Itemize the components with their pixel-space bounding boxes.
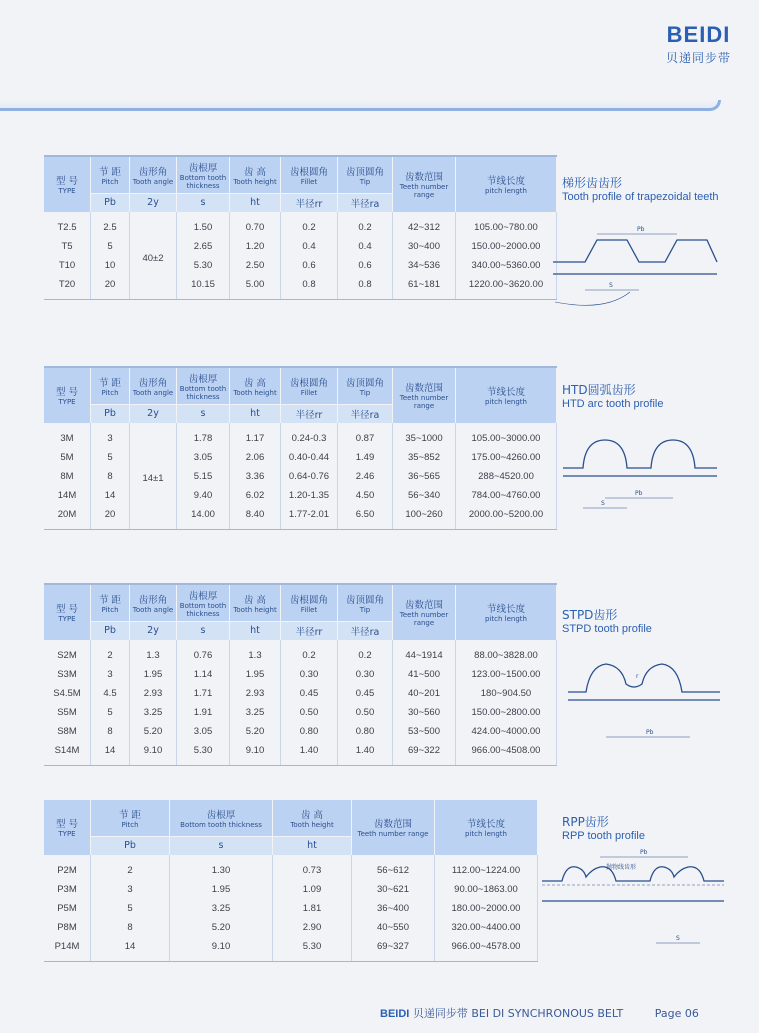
col-type: 型 号 TYPE [44,800,91,855]
col-teeth: 齿数范围 Teeth number range [393,368,456,423]
table-cell: 9.40 [177,486,230,505]
col-fillet: 齿根圆角 Fillet [281,585,338,621]
trapezoidal-diagram [545,212,725,312]
table-row [44,212,557,237]
table-cell: 2 [91,855,170,880]
table-cell: 966.00~4578.00 [435,937,538,961]
table-cell: 3.05 [177,722,230,741]
table-cell: 20 [91,505,130,529]
table-cell: 2.06 [230,448,281,467]
table-cell: 8 [91,467,130,486]
table-cell: S8M [44,722,91,741]
sub-pb: Pb [91,193,130,212]
table-cell: 5 [91,237,130,256]
footer-brand: BEIDI [380,1008,410,1020]
profile-rpp-en: RPP tooth profile [562,830,645,842]
table-cell: 0.45 [281,684,338,703]
table-cell: 180.00~2000.00 [435,899,538,918]
table-cell: 3 [91,665,130,684]
rpp-label-s: S [676,935,680,942]
table-row [44,237,557,256]
table-cell: S3M [44,665,91,684]
table-cell: 0.6 [281,256,338,275]
profile-stpd-en: STPD tooth profile [562,623,652,635]
table-cell: 3M [44,423,91,448]
table-row [44,423,557,448]
table-cell: 0.24-0.3 [281,423,338,448]
footer-page: Page 06 [654,1007,699,1020]
col-type: 型 号 TYPE [44,157,91,212]
table-cell: 20 [91,275,130,299]
table-cell: 0.87 [338,423,393,448]
table-cell: 0.50 [281,703,338,722]
table-cell: 5.30 [177,256,230,275]
table-cell: 14 [91,741,130,765]
table-cell: 0.2 [281,212,338,237]
table-cell: 0.73 [273,855,352,880]
table-cell: 2000.00~5200.00 [456,505,557,529]
table-cell: P5M [44,899,91,918]
table-cell: 40~550 [352,918,435,937]
page-footer [380,1005,699,1021]
sub-ra: 半径ra [338,193,393,212]
table-cell: 1.95 [130,665,177,684]
table-cell: 30~560 [393,703,456,722]
table-cell: 1.40 [281,741,338,765]
col-tip: 齿顶圆角 Tip [338,368,393,404]
table-cell: 14 [91,486,130,505]
table-cell: 30~621 [352,880,435,899]
table-cell: 288~4520.00 [456,467,557,486]
table-cell: 105.00~3000.00 [456,423,557,448]
table-cell: 1.91 [177,703,230,722]
table-cell: 5M [44,448,91,467]
table-cell: 1.20 [230,237,281,256]
table-cell: 2.90 [273,918,352,937]
table-cell: 966.00~4508.00 [456,741,557,765]
table-cell: 40~201 [393,684,456,703]
table-cell: 0.80 [338,722,393,741]
table-row [44,486,557,505]
sub-ra: 半径ra [338,404,393,423]
table-cell: 35~1000 [393,423,456,448]
col-thickness: 齿根厚 Bottom tooth thickness [177,157,230,193]
table-cell: 1.81 [273,899,352,918]
table-row [44,467,557,486]
table-cell: 5.20 [170,918,273,937]
table-cell: 0.80 [281,722,338,741]
table-cell: 53~500 [393,722,456,741]
table-cell: 90.00~1863.00 [435,880,538,899]
table-cell: 5.20 [230,722,281,741]
table-cell: 1.30 [170,855,273,880]
sub-ht: ht [230,621,281,640]
col-teeth: 齿数范围 Teeth number range [393,157,456,212]
table-cell: 1.14 [177,665,230,684]
table-cell: 41~500 [393,665,456,684]
table-cell: 3.25 [130,703,177,722]
sub-2y: 2y [130,193,177,212]
table-cell: 35~852 [393,448,456,467]
table-cell: 2.5 [91,212,130,237]
table-row [44,937,538,961]
stpd-label-pb: Pb [646,729,654,736]
table-cell: 1.95 [230,665,281,684]
table-htd [44,368,557,529]
col-height: 齿 高 Tooth height [230,157,281,193]
table-cell: 180~904.50 [456,684,557,703]
table-cell: 14 [91,937,170,961]
table-row [44,899,538,918]
table-cell: T5 [44,237,91,256]
table-cell: 0.2 [338,640,393,665]
table-cell: 2.93 [230,684,281,703]
table-cell: 340.00~5360.00 [456,256,557,275]
table-row [44,918,538,937]
col-type: 型 号 TYPE [44,585,91,640]
table-row [44,640,557,665]
profile-htd-en: HTD arc tooth profile [562,398,664,410]
table-cell: 42~312 [393,212,456,237]
htd-diagram [555,420,725,520]
table-cell: 88.00~3828.00 [456,640,557,665]
stpd-diagram [560,642,725,742]
table-cell: 34~536 [393,256,456,275]
table-htd-wrap [44,366,557,530]
table-cell: 5.15 [177,467,230,486]
table-cell: P3M [44,880,91,899]
table-trapezoidal-wrap [44,155,557,300]
table-row [44,256,557,275]
table-cell: 150.00~2000.00 [456,237,557,256]
table-cell: 56~612 [352,855,435,880]
col-fillet: 齿根圆角 Fillet [281,368,338,404]
table-cell: 9.10 [230,741,281,765]
table-cell: S5M [44,703,91,722]
table-cell: 2 [91,640,130,665]
table-cell: 0.45 [338,684,393,703]
table-row [44,855,538,880]
col-type: 型 号 TYPE [44,368,91,423]
footer-text: 贝递同步带 BEI DI SYNCHRONOUS BELT [412,1007,624,1020]
sub-s: s [177,621,230,640]
rpp-diagram [538,845,728,955]
table-cell: 3.25 [230,703,281,722]
sub-2y: 2y [130,404,177,423]
table-cell: 9.10 [170,937,273,961]
table-cell: S2M [44,640,91,665]
table-cell: 3.36 [230,467,281,486]
sub-pb: Pb [91,621,130,640]
col-thickness: 齿根厚 Bottom tooth thickness [170,800,273,836]
col-pitch: 节 距 Pitch [91,368,130,404]
col-height: 齿 高 Tooth height [273,800,352,836]
col-thickness: 齿根厚 Bottom tooth thickness [177,368,230,404]
table-cell: 0.76 [177,640,230,665]
sub-pb: Pb [91,404,130,423]
brand-logo [666,22,731,66]
table-cell: 150.00~2800.00 [456,703,557,722]
header-rule [0,100,721,111]
table-row [44,684,557,703]
table-cell: 8 [91,918,170,937]
table-cell: 5.30 [177,741,230,765]
profile-htd [562,381,663,410]
table-cell: 2.93 [130,684,177,703]
table-stpd [44,585,557,765]
table-cell: 112.00~1224.00 [435,855,538,880]
table-cell: 0.30 [281,665,338,684]
sub-s: s [177,193,230,212]
profile-trapezoidal [562,174,719,203]
table-cell: 424.00~4000.00 [456,722,557,741]
table-cell: 69~322 [393,741,456,765]
table-cell: 2.50 [230,256,281,275]
profile-rpp-zh: RPP齿形 [562,815,609,829]
table-cell: P2M [44,855,91,880]
table-cell: P14M [44,937,91,961]
table-cell: 175.00~4260.00 [456,448,557,467]
col-height: 齿 高 Tooth height [230,368,281,404]
sub-pb: Pb [91,836,170,855]
table-cell: 1.78 [177,423,230,448]
table-row [44,741,557,765]
table-cell: 0.8 [338,275,393,299]
table-cell: 1.95 [170,880,273,899]
table-cell: 4.50 [338,486,393,505]
table-cell: 0.4 [281,237,338,256]
col-length: 节线长度 pitch length [435,800,538,855]
htd-label-pb: Pb [635,490,643,497]
table-row [44,275,557,299]
htd-label-s: S [601,500,605,507]
table-cell: 1.3 [130,640,177,665]
col-pitch: 节 距 Pitch [91,157,130,193]
table-cell: 3.25 [170,899,273,918]
table-cell: 0.4 [338,237,393,256]
table-row [44,722,557,741]
col-angle: 齿形角 Tooth angle [130,368,177,404]
table-cell: 61~181 [393,275,456,299]
table-cell: 2.65 [177,237,230,256]
table-stpd-wrap [44,583,557,766]
table-trapezoidal [44,157,557,299]
sub-ht: ht [230,193,281,212]
trap-label-pb: Pb [637,226,645,233]
table-row [44,448,557,467]
table-rpp-wrap [44,800,538,962]
table-cell: 1.17 [230,423,281,448]
col-pitch: 节 距 Pitch [91,585,130,621]
table-cell: 1.40 [338,741,393,765]
table-row [44,505,557,529]
col-tip: 齿顶圆角 Tip [338,585,393,621]
col-teeth: 齿数范围 Teeth number range [352,800,435,855]
profile-stpd [562,606,652,635]
table-cell: T10 [44,256,91,275]
angle-cell: 14±1 [130,423,177,529]
table-cell: 1.20-1.35 [281,486,338,505]
table-cell: 14M [44,486,91,505]
table-cell: 56~340 [393,486,456,505]
table-cell: 8M [44,467,91,486]
table-cell: 2.46 [338,467,393,486]
sub-ra: 半径ra [338,621,393,640]
sub-rr: 半径rr [281,404,338,423]
table-cell: 1.50 [177,212,230,237]
col-angle: 齿形角 Tooth angle [130,585,177,621]
sub-2y: 2y [130,621,177,640]
table-cell: 0.40-0.44 [281,448,338,467]
table-cell: 1.77-2.01 [281,505,338,529]
table-cell: 6.02 [230,486,281,505]
table-cell: 1.49 [338,448,393,467]
table-cell: 5.00 [230,275,281,299]
col-pitch: 节 距 Pitch [91,800,170,836]
table-cell: 1.71 [177,684,230,703]
col-height: 齿 高 Tooth height [230,585,281,621]
table-cell: 36~565 [393,467,456,486]
table-row [44,880,538,899]
profile-rpp [562,813,645,842]
col-length: 节线长度 pitch length [456,157,557,212]
table-cell: 8 [91,722,130,741]
table-cell: 5 [91,448,130,467]
profile-trap-en: Tooth profile of trapezoidal teeth [562,191,719,203]
table-cell: 5.20 [130,722,177,741]
profile-htd-zh: HTD圆弧齿形 [562,383,636,397]
table-cell: 5 [91,703,130,722]
table-cell: T20 [44,275,91,299]
sub-rr: 半径rr [281,193,338,212]
table-cell: 0.30 [338,665,393,684]
col-thickness: 齿根厚 Bottom tooth thickness [177,585,230,621]
table-cell: 0.50 [338,703,393,722]
table-cell: 0.70 [230,212,281,237]
table-cell: 4.5 [91,684,130,703]
table-cell: P8M [44,918,91,937]
table-cell: 69~327 [352,937,435,961]
table-cell: 44~1914 [393,640,456,665]
table-cell: 3 [91,423,130,448]
table-cell: 9.10 [130,741,177,765]
table-cell: 1.09 [273,880,352,899]
table-cell: 0.6 [338,256,393,275]
table-cell: 3 [91,880,170,899]
table-cell: 10.15 [177,275,230,299]
profile-stpd-zh: STPD齿形 [562,608,618,622]
table-cell: 105.00~780.00 [456,212,557,237]
table-cell: 3.05 [177,448,230,467]
profile-trap-zh: 梯形齿齿形 [562,176,623,190]
table-cell: 0.2 [281,640,338,665]
col-fillet: 齿根圆角 Fillet [281,157,338,193]
logo-sub: 贝递同步带 [665,51,731,65]
table-cell: 1.3 [230,640,281,665]
table-cell: 14.00 [177,505,230,529]
rpp-label-pb: Pb [640,849,648,856]
table-cell: S14M [44,741,91,765]
table-cell: S4.5M [44,684,91,703]
sub-rr: 半径rr [281,621,338,640]
stpd-label-r: r [636,673,639,680]
angle-cell: 40±2 [130,212,177,299]
col-angle: 齿形角 Tooth angle [130,157,177,193]
table-cell: 123.00~1500.00 [456,665,557,684]
col-length: 节线长度 pitch length [456,585,557,640]
table-cell: 5.30 [273,937,352,961]
table-cell: 8.40 [230,505,281,529]
table-cell: 100~260 [393,505,456,529]
table-cell: 0.8 [281,275,338,299]
table-rpp [44,800,538,961]
sub-s: s [170,836,273,855]
table-cell: T2.5 [44,212,91,237]
table-cell: 784.00~4760.00 [456,486,557,505]
logo-brand: BEIDI [666,22,731,47]
table-cell: 1220.00~3620.00 [456,275,557,299]
table-cell: 20M [44,505,91,529]
table-cell: 10 [91,256,130,275]
col-teeth: 齿数范围 Teeth number range [393,585,456,640]
sub-ht: ht [273,836,352,855]
table-cell: 6.50 [338,505,393,529]
rpp-note: 抛物线齿形 [606,864,637,871]
sub-ht: ht [230,404,281,423]
col-tip: 齿顶圆角 Tip [338,157,393,193]
table-row [44,703,557,722]
table-cell: 320.00~4400.00 [435,918,538,937]
table-cell: 0.2 [338,212,393,237]
table-cell: 30~400 [393,237,456,256]
trap-label-s: S [609,282,613,289]
col-length: 节线长度 pitch length [456,368,557,423]
sub-s: s [177,404,230,423]
table-cell: 5 [91,899,170,918]
table-cell: 0.64-0.76 [281,467,338,486]
table-cell: 36~400 [352,899,435,918]
table-row [44,665,557,684]
